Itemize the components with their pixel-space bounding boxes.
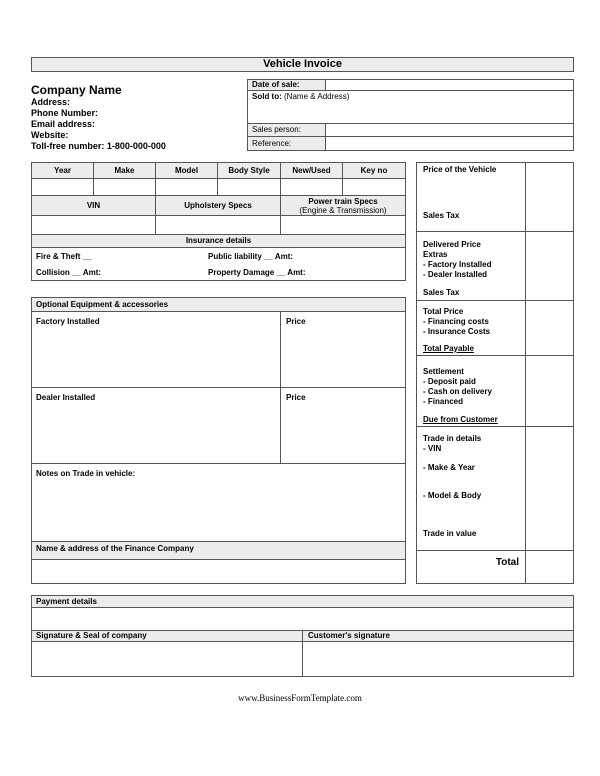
delivered-price-label: Delivered Price [423, 240, 481, 249]
model-body-label: - Model & Body [423, 491, 482, 500]
dealer-installed-label: Dealer Installed [36, 393, 96, 402]
model-field[interactable] [156, 179, 218, 195]
col-body-style: Body Style [218, 163, 281, 178]
company-signature-label: Signature & Seal of company [32, 631, 303, 641]
financing-costs-label: - Financing costs [423, 317, 489, 326]
price-of-vehicle-amount[interactable] [526, 163, 573, 232]
total-price-block [423, 307, 490, 337]
reference-row [248, 137, 573, 150]
payment-details-label: Payment details [32, 596, 573, 608]
customer-signature-label: Customer's signature [308, 631, 390, 640]
dealer-price-field[interactable] [282, 388, 405, 463]
due-from-customer-label: Due from Customer [423, 415, 498, 424]
optional-equipment-title: Optional Equipment & accessories [32, 298, 405, 312]
company-block [31, 83, 231, 152]
dealer-price-label: Price [286, 393, 306, 402]
col-key-no: Key no [360, 166, 388, 175]
insurance-costs-label: - Insurance Costs [423, 327, 491, 336]
optional-equipment-box [31, 297, 406, 584]
insurance-header: Insurance details [32, 235, 405, 248]
deposit-paid-label: - Deposit paid [423, 377, 476, 386]
make-field[interactable] [94, 179, 156, 195]
sale-info-box [247, 79, 574, 151]
customer-signature-field[interactable] [304, 642, 573, 676]
collision-label: Collision __ Amt: [36, 268, 102, 277]
col-year: Year [32, 163, 94, 178]
trade-notes-label: Notes on Trade in vehicle: [36, 469, 136, 478]
sales-person-field[interactable] [327, 124, 573, 136]
extras-label: Extras [423, 250, 448, 259]
specs-data-row [32, 216, 405, 235]
total-amount[interactable] [526, 551, 573, 583]
property-damage-label: Property Damage __ Amt: [208, 268, 306, 277]
col-make: Make [94, 163, 156, 178]
col-model: Model [156, 163, 218, 178]
company-name: Company Name [31, 83, 122, 97]
financed-label: - Financed [423, 397, 464, 406]
col-new-used: New/Used [281, 163, 343, 178]
payment-details-field[interactable] [32, 608, 573, 631]
company-signature-field[interactable] [32, 642, 303, 676]
dealer-installed-section [32, 388, 405, 464]
factory-price-label: Price [286, 317, 306, 326]
sold-to-label: Sold to: [252, 92, 282, 101]
total-payable-amount[interactable] [526, 301, 573, 355]
company-tollfree: Toll-free number: 1-800-000-000 [31, 141, 166, 151]
company-email: Email address: [31, 119, 96, 129]
trade-notes-field[interactable] [32, 464, 405, 542]
trade-in-value-label: Trade in value [423, 529, 477, 538]
signature-header-row [32, 631, 573, 642]
delivered-price-amount[interactable] [526, 232, 573, 301]
powertrain-sub: (Engine & Transmission) [299, 206, 387, 215]
trade-in-details-label: Trade in details [423, 434, 482, 443]
settlement-block [423, 367, 492, 407]
extras-factory-label: - Factory Installed [423, 260, 492, 269]
sales-tax-label: Sales Tax [423, 211, 460, 220]
price-of-vehicle-label: Price of the Vehicle [423, 165, 497, 174]
vehicle-header-row [32, 163, 405, 179]
extras-dealer-label: - Dealer Installed [423, 270, 488, 279]
total-price-label: Total Price [423, 307, 464, 316]
vehicle-data-row [32, 179, 405, 196]
year-field[interactable] [32, 179, 94, 195]
factory-installed-section [32, 312, 405, 388]
powertrain-header [281, 197, 405, 216]
vehicle-details-table [31, 162, 406, 281]
date-of-sale-field[interactable] [327, 80, 573, 90]
fire-theft-label: Fire & Theft __ [36, 252, 92, 261]
date-row [248, 80, 573, 91]
sold-to-hint: (Name & Address) [284, 92, 350, 101]
factory-price-field[interactable] [282, 312, 405, 387]
public-liability-label: Public liability __ Amt: [208, 252, 294, 261]
vin-field[interactable] [32, 216, 156, 234]
finance-company-label: Name & address of the Finance Company [32, 542, 405, 560]
total-label: Total [495, 557, 519, 568]
sold-to-field[interactable] [248, 92, 573, 122]
pricing-panel [416, 162, 574, 584]
reference-label: Reference: [248, 137, 326, 150]
sales-person-row [248, 123, 573, 137]
finance-company-field[interactable] [32, 560, 405, 583]
cash-on-delivery-label: - Cash on delivery [423, 387, 492, 396]
payment-box [31, 595, 574, 677]
sales-tax-2-label: Sales Tax [423, 288, 460, 297]
new-used-field[interactable] [281, 179, 343, 195]
upholstery-header: Upholstery Specs [156, 196, 281, 215]
date-of-sale-label: Date of sale: [248, 80, 326, 90]
company-phone: Phone Number: [31, 108, 99, 118]
specs-header-row [32, 196, 405, 216]
trade-vin-label: - VIN [423, 444, 442, 453]
vin-header: VIN [32, 196, 156, 215]
reference-field[interactable] [327, 137, 573, 150]
upholstery-field[interactable] [156, 216, 281, 234]
powertrain-label: Power train Specs [308, 197, 378, 206]
make-year-label: - Make & Year [423, 463, 475, 472]
settlement-label: Settlement [423, 367, 464, 376]
powertrain-field[interactable] [281, 216, 405, 234]
body-style-field[interactable] [218, 179, 281, 195]
delivered-price-block [423, 240, 491, 280]
factory-installed-label: Factory Installed [36, 317, 100, 326]
sales-person-label: Sales person: [248, 124, 326, 136]
company-address: Address: [31, 97, 71, 107]
trade-in-block [423, 434, 481, 454]
key-no-field[interactable] [343, 179, 405, 195]
trade-in-value-amount[interactable] [526, 427, 573, 550]
invoice-title: Vehicle Invoice [31, 57, 574, 72]
footer-website: www.BusinessFormTemplate.com [238, 693, 362, 703]
total-payable-label: Total Payable [423, 344, 474, 353]
due-from-customer-amount[interactable] [526, 356, 573, 426]
company-website: Website: [31, 130, 69, 140]
